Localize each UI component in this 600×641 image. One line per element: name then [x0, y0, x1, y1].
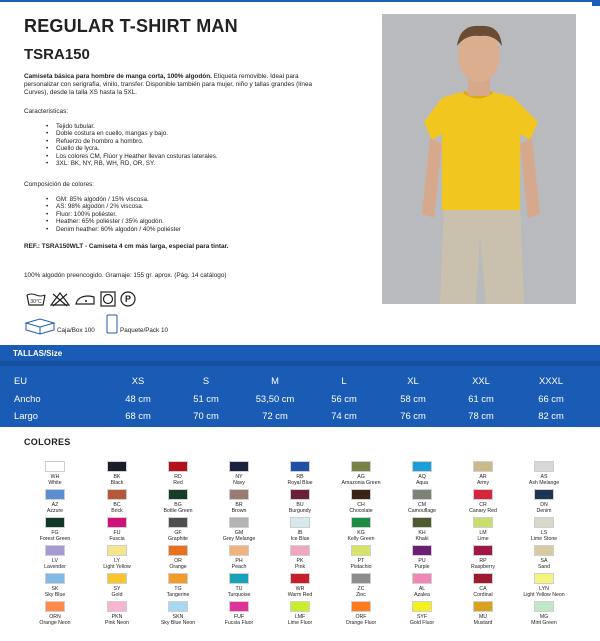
color-swatch	[143, 461, 213, 486]
color-name: Orange Neon	[39, 620, 71, 626]
color-name: Khaki	[415, 536, 429, 542]
features-title: Caracteristicas:	[24, 108, 69, 115]
color-swatch	[20, 461, 90, 486]
color-code: BC	[113, 502, 121, 508]
color-swatch	[326, 489, 396, 514]
color-swatch	[204, 461, 274, 486]
color-name: Army	[476, 480, 490, 486]
color-name: Warm Red	[287, 592, 313, 598]
color-code: BK	[113, 474, 121, 480]
feature-item: • 3XL: BK, NY, RB, WH, RD, OR, SY.	[46, 160, 218, 167]
color-swatch	[509, 461, 579, 486]
color-code: NY	[235, 474, 243, 480]
size-header: XS	[131, 375, 145, 386]
color-code: RB	[296, 474, 304, 480]
color-name: Graphite	[168, 536, 188, 542]
size-row-label: Largo	[14, 410, 38, 421]
color-swatch	[509, 545, 579, 570]
color-chip	[351, 489, 371, 500]
feature-item: • Tejido tubular.	[46, 123, 218, 130]
color-code: KH	[418, 530, 426, 536]
dry-clean-p-icon	[120, 291, 136, 307]
color-name: Lime Stone	[530, 536, 558, 542]
size-value: 68 cm	[125, 410, 151, 421]
color-chip	[107, 517, 127, 528]
color-chip	[229, 461, 249, 472]
color-chip	[412, 573, 432, 584]
color-code: AL	[418, 586, 426, 592]
color-chip	[290, 461, 310, 472]
color-chip	[229, 517, 249, 528]
color-name: Ice Blue	[290, 536, 310, 542]
color-swatch	[265, 517, 335, 542]
color-name: Pink	[294, 564, 306, 570]
color-swatch	[20, 489, 90, 514]
color-name: Canary Red	[469, 508, 497, 514]
feature-item: • Los colores CM, Flúor y Heather llevan costuras laterales.	[46, 153, 218, 160]
color-swatch	[509, 601, 579, 626]
color-chip	[290, 601, 310, 612]
composition-list	[46, 196, 181, 233]
color-code: CA	[479, 586, 487, 592]
color-name: Orange Fluor	[345, 620, 377, 626]
color-chip	[45, 545, 65, 556]
color-chip	[229, 545, 249, 556]
color-chip	[473, 461, 493, 472]
features-list	[46, 123, 218, 167]
color-swatch	[265, 461, 335, 486]
color-swatch	[265, 573, 335, 598]
color-name: Pistachio	[350, 564, 372, 570]
color-swatch	[448, 573, 518, 598]
size-value: 74 cm	[331, 410, 357, 421]
color-chip	[168, 573, 188, 584]
pack-icon	[106, 314, 118, 334]
material-info: 100% algodón preencogido. Gramaje: 155 gr. aprox. (Pág. 14 catálogo)	[24, 272, 227, 279]
size-value: 51 cm	[193, 393, 219, 404]
color-swatch	[387, 517, 457, 542]
color-code: WR	[295, 586, 305, 592]
color-name: Peach	[231, 564, 247, 570]
color-code: AG	[357, 474, 365, 480]
color-code: AS	[540, 474, 548, 480]
color-swatch	[20, 545, 90, 570]
color-code: IB	[297, 530, 303, 536]
color-code: RP	[479, 558, 487, 564]
color-chip	[229, 489, 249, 500]
color-code: GM	[234, 530, 244, 536]
color-swatch	[265, 489, 335, 514]
color-name: Light Yellow Neon	[523, 592, 565, 598]
color-name: Lime	[477, 536, 489, 542]
color-chip	[534, 545, 554, 556]
color-chip	[45, 601, 65, 612]
color-name: Cordinal	[473, 592, 493, 598]
size-header: XXL	[472, 375, 490, 386]
color-swatch	[448, 545, 518, 570]
color-code: RD	[174, 474, 182, 480]
sizes-band	[0, 361, 600, 366]
color-name: Grey Melange	[222, 536, 256, 542]
color-name: Kelly Green	[347, 536, 375, 542]
color-chip	[290, 573, 310, 584]
color-name: Purple	[414, 564, 430, 570]
color-chip	[412, 601, 432, 612]
model-illustration	[382, 14, 576, 304]
color-chip	[351, 545, 371, 556]
color-code: KG	[357, 530, 365, 536]
color-swatch	[82, 489, 152, 514]
size-row-label: Ancho	[14, 393, 41, 404]
composition-item: • GM: 85% algodón / 15% viscosa.	[46, 196, 181, 203]
color-swatch	[387, 489, 457, 514]
color-chip	[45, 461, 65, 472]
color-code: BG	[174, 502, 182, 508]
color-code: PK	[296, 558, 304, 564]
color-name: Fuscia	[109, 536, 125, 542]
composition-item: • Fluor: 100% poliéster.	[46, 211, 181, 218]
feature-item: • Doble costura en cuello, mangas y bajo.	[46, 130, 218, 137]
color-chip	[290, 489, 310, 500]
color-code: OR	[174, 558, 182, 564]
top-accent-line	[0, 0, 600, 2]
color-name: Denim	[536, 508, 552, 514]
color-name: Sky Blue Neon	[160, 620, 196, 626]
size-value: 48 cm	[125, 393, 151, 404]
color-name: Brown	[231, 508, 247, 514]
color-code: LY	[114, 558, 120, 564]
color-name: Royal Blue	[287, 480, 313, 486]
color-chip	[45, 517, 65, 528]
color-code: SK	[51, 586, 59, 592]
size-value: 82 cm	[538, 410, 564, 421]
color-name: Lavender	[44, 564, 66, 570]
box-quantity: Caja/Box 100	[57, 327, 95, 334]
color-code: SY	[113, 586, 121, 592]
color-chip	[473, 489, 493, 500]
color-code: BU	[296, 502, 304, 508]
product-photo	[382, 14, 576, 304]
color-code: PH	[235, 558, 243, 564]
color-chip	[45, 489, 65, 500]
feature-item: • Refuerzo de hombro a hombro.	[46, 138, 218, 145]
color-swatch	[448, 489, 518, 514]
color-code: ORF	[355, 614, 367, 620]
color-swatch	[82, 573, 152, 598]
description-text: Etiqueta removible. Ideal para personalizar con serigrafía, vinilo, transfer. Disponible también para mujer, niño y tallas grandes (línea Curves), desde la talla XS hasta la 5XL.	[24, 73, 313, 97]
color-swatch	[204, 545, 274, 570]
color-swatch	[509, 517, 579, 542]
color-swatch	[326, 573, 396, 598]
color-chip	[412, 545, 432, 556]
color-code: MU	[478, 614, 488, 620]
size-value: 61 cm	[468, 393, 494, 404]
size-value: 53,50 cm	[255, 393, 295, 404]
color-swatch	[326, 517, 396, 542]
color-chip	[168, 601, 188, 612]
color-swatch	[20, 573, 90, 598]
color-chip	[290, 545, 310, 556]
color-swatch	[204, 601, 274, 626]
color-chip	[412, 489, 432, 500]
composition-item: • AS: 98% algodón / 2% viscosa.	[46, 203, 181, 210]
color-swatch	[204, 489, 274, 514]
color-swatch	[20, 517, 90, 542]
color-chip	[168, 489, 188, 500]
color-name: Mint Green	[531, 620, 557, 626]
size-value: 70 cm	[193, 410, 219, 421]
box-icon	[24, 317, 56, 335]
color-code: TG	[174, 586, 182, 592]
color-name: Red	[173, 480, 183, 486]
color-code: WH	[50, 474, 60, 480]
color-swatch	[326, 601, 396, 626]
color-chip	[107, 545, 127, 556]
color-code: PKN	[111, 614, 123, 620]
composition-item: • Heather: 65% poliéster / 35% algodón.	[46, 218, 181, 225]
color-chip	[168, 545, 188, 556]
color-name: Pink Neon	[105, 620, 129, 626]
color-code: FUF	[233, 614, 245, 620]
size-header: M	[271, 375, 279, 386]
composition-title: Composición de colores:	[24, 181, 94, 188]
color-swatch	[143, 573, 213, 598]
wash-temp-label: 30°C	[30, 299, 42, 305]
color-code: TU	[235, 586, 243, 592]
color-chip	[229, 573, 249, 584]
color-chip	[534, 489, 554, 500]
color-code: AQ	[418, 474, 426, 480]
color-name: Orange	[169, 564, 187, 570]
color-code: DN	[540, 502, 548, 508]
color-chip	[534, 517, 554, 528]
color-chip	[168, 461, 188, 472]
color-name: Gold Fluor	[409, 620, 435, 626]
sizes-title: TALLAS/Size	[13, 349, 63, 358]
color-chip	[351, 601, 371, 612]
color-chip	[290, 517, 310, 528]
size-header: XXXL	[539, 375, 563, 386]
color-swatch	[326, 545, 396, 570]
color-chip	[107, 461, 127, 472]
ref-note: REF.: TSRA150WLT - Camiseta 4 cm más larga, especial para tintar.	[24, 243, 229, 250]
color-chip	[412, 461, 432, 472]
color-chip	[473, 573, 493, 584]
color-chip	[107, 601, 127, 612]
color-name: Zinc	[356, 592, 366, 598]
size-value: 58 cm	[400, 393, 426, 404]
color-name: Azzure	[46, 508, 64, 514]
size-value: 66 cm	[538, 393, 564, 404]
color-swatch	[509, 573, 579, 598]
color-code: SA	[540, 558, 548, 564]
color-chip	[107, 489, 127, 500]
color-name: Sky Blue	[44, 592, 66, 598]
color-name: Turquoise	[227, 592, 251, 598]
color-chip	[534, 573, 554, 584]
color-swatch	[82, 517, 152, 542]
color-swatch	[448, 517, 518, 542]
no-bleach-icon	[50, 291, 70, 307]
color-name: Lime Fluor	[287, 620, 313, 626]
color-code: ZC	[357, 586, 365, 592]
composition-item: • Denim heather: 60% algodón / 40% poliéster	[46, 226, 181, 233]
color-swatch	[326, 461, 396, 486]
color-chip	[351, 573, 371, 584]
color-swatch	[387, 601, 457, 626]
color-code: LM	[479, 530, 487, 536]
color-name: Tangerine	[166, 592, 190, 598]
color-code: ORN	[49, 614, 61, 620]
color-code: CH	[357, 502, 365, 508]
color-swatch	[20, 601, 90, 626]
color-name: White	[48, 480, 62, 486]
color-chip	[351, 461, 371, 472]
color-swatch	[82, 461, 152, 486]
color-code: CM	[417, 502, 427, 508]
color-name: Burgundy	[288, 508, 312, 514]
color-code: PT	[357, 558, 365, 564]
size-value: 56 cm	[331, 393, 357, 404]
sizes-table	[0, 345, 600, 427]
color-name: Chocolate	[349, 508, 373, 514]
color-code: BR	[235, 502, 243, 508]
color-swatch	[448, 601, 518, 626]
color-chip	[473, 545, 493, 556]
size-header: L	[341, 375, 347, 386]
color-swatch	[509, 489, 579, 514]
color-name: Forest Green	[39, 536, 71, 542]
color-code: MG	[539, 614, 549, 620]
color-chip	[107, 573, 127, 584]
color-name: Bottle Green	[163, 508, 193, 514]
size-header-eu: EU	[14, 375, 28, 386]
color-swatch	[82, 601, 152, 626]
color-swatch	[387, 573, 457, 598]
color-name: Navy	[233, 480, 245, 486]
color-swatch	[387, 461, 457, 486]
color-swatch	[204, 517, 274, 542]
color-swatch	[265, 601, 335, 626]
color-code: PU	[418, 558, 426, 564]
color-code: FU	[113, 530, 121, 536]
color-swatch	[204, 573, 274, 598]
color-code: CR	[479, 502, 487, 508]
color-code: GF	[174, 530, 182, 536]
tumble-dry-icon	[100, 291, 116, 307]
color-swatch	[82, 545, 152, 570]
svg-text:P: P	[124, 294, 132, 304]
product-title: REGULAR T-SHIRT MAN	[24, 16, 238, 36]
color-name: Brick	[111, 508, 123, 514]
color-code: SYF	[416, 614, 428, 620]
color-swatch	[387, 545, 457, 570]
color-code: SKN	[172, 614, 184, 620]
color-swatch	[143, 489, 213, 514]
color-code: AZ	[51, 502, 59, 508]
color-code: LYN	[539, 586, 549, 592]
color-chip	[534, 461, 554, 472]
color-swatch	[143, 601, 213, 626]
color-code: LV	[52, 558, 58, 564]
product-description	[24, 73, 324, 98]
color-code: LMF	[294, 614, 306, 620]
size-header: XL	[407, 375, 419, 386]
iron-low-icon	[74, 291, 96, 307]
color-chip	[473, 517, 493, 528]
color-name: Light Yellow	[103, 564, 131, 570]
size-value: 76 cm	[400, 410, 426, 421]
color-swatch	[143, 545, 213, 570]
color-name: Aqua	[415, 480, 429, 486]
wash-30-icon	[26, 291, 46, 307]
size-value: 72 cm	[262, 410, 288, 421]
color-name: Raspberry	[471, 564, 495, 570]
color-swatch	[143, 517, 213, 542]
top-accent-tick	[592, 0, 600, 6]
color-name: Fucsia Fluor	[224, 620, 254, 626]
color-name: Ash Melange	[528, 480, 560, 486]
color-chip	[534, 601, 554, 612]
color-chip	[412, 517, 432, 528]
color-code: FG	[51, 530, 59, 536]
color-code: AR	[479, 474, 487, 480]
size-value: 78 cm	[468, 410, 494, 421]
pack-quantity: Paquete/Pack 10	[120, 327, 168, 334]
color-swatch	[265, 545, 335, 570]
color-name: Mustard	[473, 620, 493, 626]
top-accent-bar	[0, 0, 600, 6]
color-name: Camouflage	[408, 508, 436, 514]
color-name: Azalea	[414, 592, 430, 598]
color-chip	[351, 517, 371, 528]
color-chip	[229, 601, 249, 612]
care-icons	[26, 291, 136, 307]
size-header: S	[202, 375, 210, 386]
product-ref: TSRA150	[24, 46, 90, 63]
color-name: Sand	[537, 564, 551, 570]
color-swatch	[448, 461, 518, 486]
color-name: Amazonia Green	[341, 480, 381, 486]
color-chip	[473, 601, 493, 612]
color-chip	[168, 517, 188, 528]
color-code: LS	[540, 530, 548, 536]
color-name: Black	[110, 480, 124, 486]
colors-title: COLORES	[24, 437, 71, 447]
description-bold: Camiseta básica para hombre de manga corta, 100% algodón.	[24, 73, 212, 80]
feature-item: • Cuello de lycra.	[46, 145, 218, 152]
color-chip	[45, 573, 65, 584]
color-name: Gold	[111, 592, 123, 598]
